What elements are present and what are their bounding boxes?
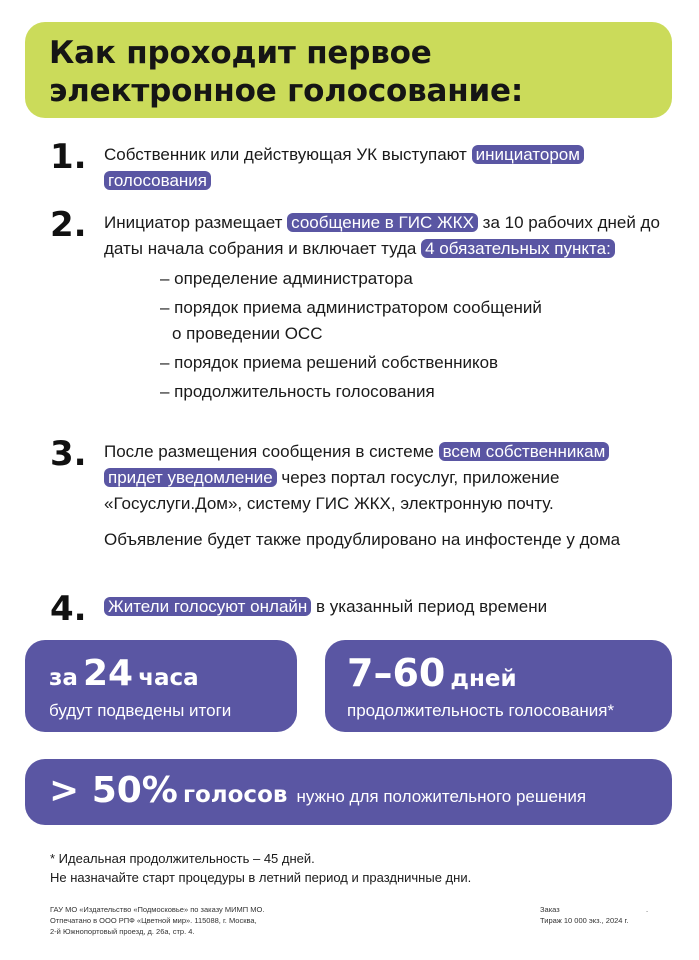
step-highlight-a: всем собственникам придет уведомление <box>104 442 609 487</box>
list-item: – порядок приема администратором сообщений о проведении ОСС <box>160 298 542 343</box>
card-voting-duration <box>325 640 672 732</box>
title-line-1: Как проходит первое <box>49 35 432 71</box>
step-text-plain: в указанный период времени <box>316 597 548 616</box>
order-label: Заказ <box>540 905 560 914</box>
list-item: – порядок приема решений собственников <box>160 353 499 372</box>
imprint-line-3: 2-й Южнопортовый проезд, д. 26а, стр. 4. <box>50 927 195 936</box>
title-line-2: электронное голосование: <box>49 73 524 109</box>
footnote-line-2: Не назначайте старт процедуры в летний период и праздничные дни. <box>50 870 472 885</box>
step-text-b: за 10 рабочих дней до даты начала собрания и включает туда <box>104 213 660 258</box>
card-caption: нужно для положительного решения <box>296 787 587 806</box>
imprint-left <box>50 904 264 937</box>
card-unit: голосов <box>182 782 288 808</box>
step-text <box>104 142 664 194</box>
footnote <box>50 849 471 887</box>
page-title <box>49 34 672 110</box>
imprint-line-2: Отпечатано в ООО РПФ «Цветной мир». 115088, г. Москва, <box>50 916 257 925</box>
card-vote-threshold <box>25 759 672 825</box>
footnote-line-1: * Идеальная продолжительность – 45 дней. <box>50 851 315 866</box>
step-highlight: инициатором голосования <box>104 145 584 190</box>
print-run: Тираж 10 000 экз., 2024 г. <box>540 916 629 925</box>
title-banner <box>25 22 672 118</box>
card-caption: продолжительность голосования* <box>347 701 615 720</box>
step-note: Объявление будет также продублировано на инфостенде у дома <box>104 530 621 549</box>
order-line <box>540 904 660 915</box>
card-caption: будут подведены итоги <box>49 701 232 720</box>
card-value: 24 <box>82 653 134 694</box>
imprint-right <box>540 904 660 926</box>
required-items-list <box>104 266 664 405</box>
step-highlight-a: сообщение в ГИС ЖКХ <box>287 213 478 232</box>
step-number: 2. <box>50 205 87 245</box>
step-text <box>104 439 664 553</box>
order-dot: . <box>646 905 649 914</box>
step-text-b: через портал госуслуг, приложение «Госуслуги.Дом», систему ГИС ЖКХ, электронную почту. <box>104 468 560 513</box>
card-unit: дней <box>450 666 517 692</box>
step-highlight-b: 4 обязательных пункта: <box>421 239 615 258</box>
step-highlight: Жители голосуют онлайн <box>104 597 311 616</box>
card-unit: часа <box>138 665 199 691</box>
imprint-line-1: ГАУ МО «Издательство «Подмосковье» по заказу МИМП МО. <box>50 905 265 914</box>
card-value: 7–60 <box>347 651 446 695</box>
card-value: > 50% <box>49 770 178 811</box>
card-prefix: за <box>49 665 78 691</box>
list-item: – продолжительность голосования <box>160 382 435 401</box>
step-text <box>104 210 664 408</box>
step-number: 4. <box>50 589 87 629</box>
step-text-a: После размещения сообщения в системе <box>104 442 434 461</box>
list-item: – определение администратора <box>160 269 413 288</box>
step-number: 3. <box>50 434 87 474</box>
card-results-time <box>25 640 297 732</box>
step-text-plain: Собственник или действующая УК выступают <box>104 145 467 164</box>
step-text-a: Инициатор размещает <box>104 213 283 232</box>
step-number: 1. <box>50 137 87 177</box>
step-text <box>104 594 664 620</box>
